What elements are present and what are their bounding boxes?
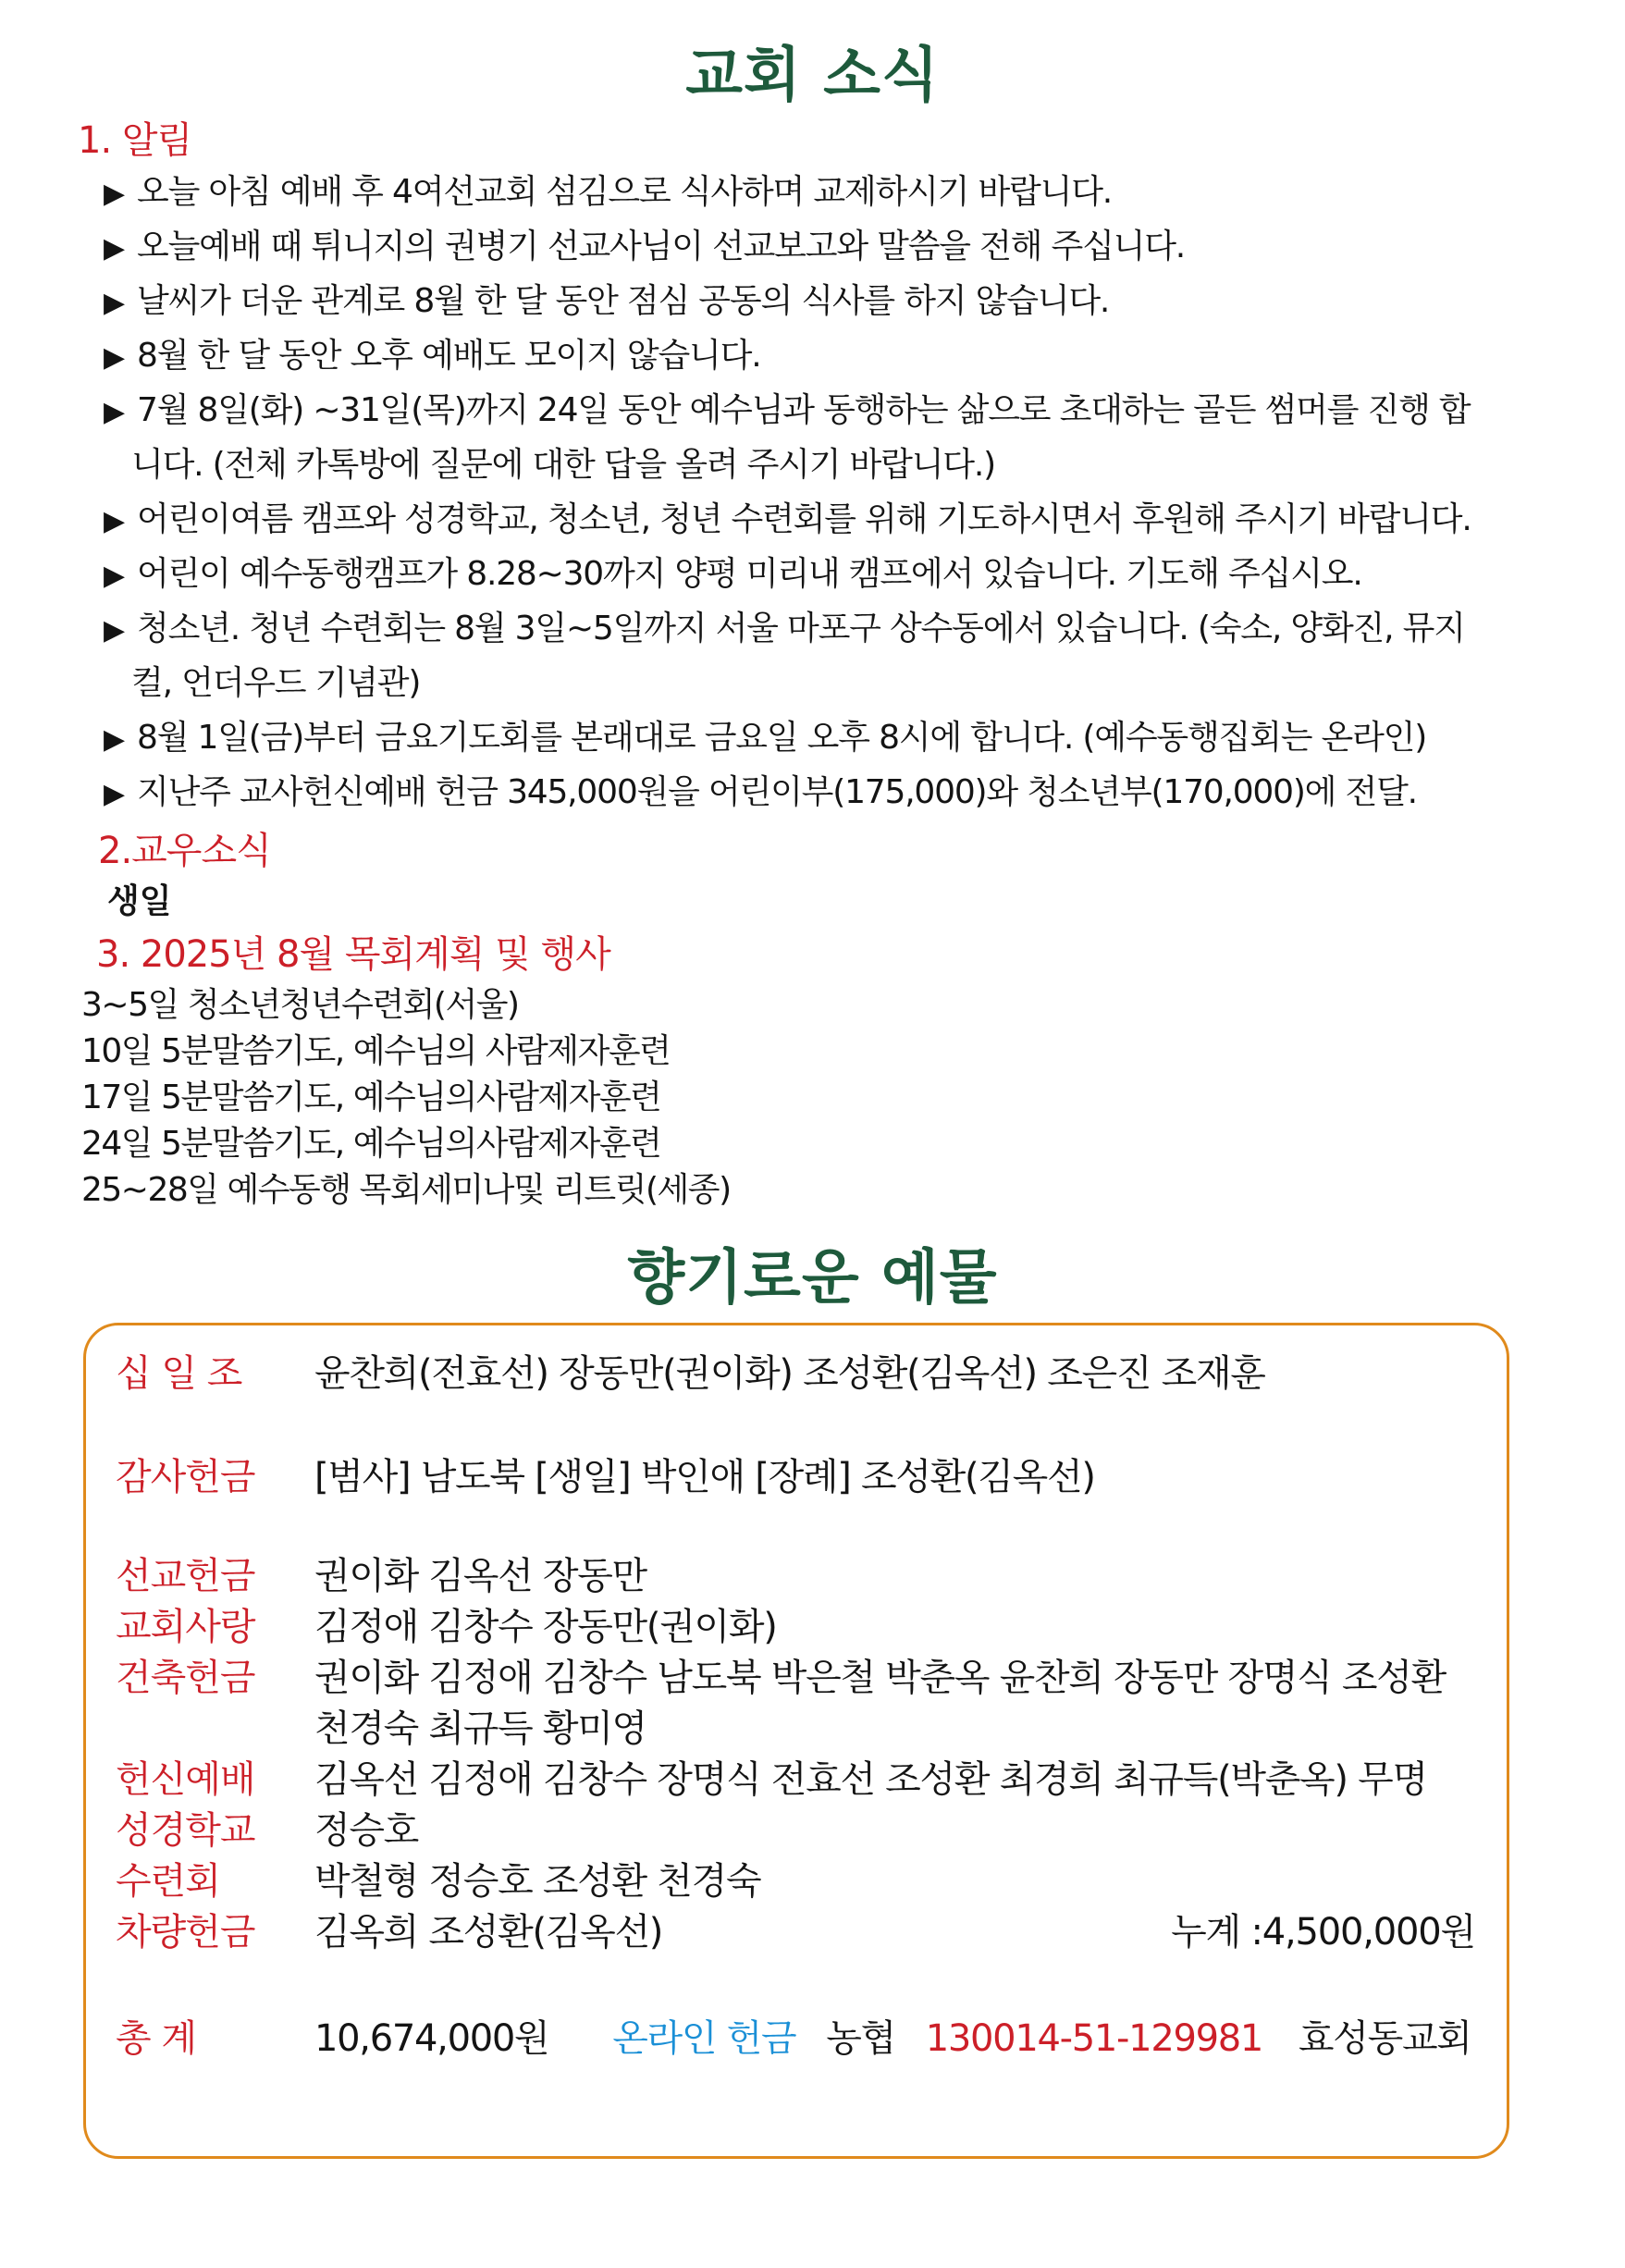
bullet-triangle-icon: ▶	[104, 505, 124, 537]
bullet-triangle-icon: ▶	[104, 178, 124, 210]
cumulative-total: 누계 :4,500,000원	[1171, 1911, 1475, 1954]
offering-label-church-love: 교회사랑	[116, 1606, 255, 1648]
bullet-triangle-icon: ▶	[104, 560, 124, 592]
offering-value-bible-school: 정승호	[314, 1809, 419, 1852]
section-members-heading: 2.교우소식	[98, 830, 271, 872]
notice-item-continued: 컬, 언더우드 기념관)	[131, 664, 421, 702]
section-schedule-heading: 3. 2025년 8월 목회계획 및 행사	[96, 933, 610, 976]
offering-value-tithe: 윤찬희(전효선) 장동만(권이화) 조성환(김옥선) 조은진 조재훈	[314, 1352, 1265, 1395]
schedule-item: 17일 5분말씀기도, 예수님의사람제자훈련	[81, 1079, 661, 1116]
notice-item: ▶ 어린이여름 캠프와 성경학교, 청소년, 청년 수련회를 위해 기도하시면서 후원해 주시기 바랍니다.	[104, 492, 1528, 549]
schedule-item: 25~28일 예수동행 목회세미나및 리트릿(세종)	[81, 1171, 731, 1209]
bullet-triangle-icon: ▶	[104, 232, 124, 265]
notice-item: ▶ 8월 1일(금)부터 금요기도회를 본래대로 금요일 오후 8시에 합니다. (예수동행집회는 온라인)	[104, 710, 1528, 767]
offering-label-vehicle: 차량헌금	[116, 1911, 255, 1954]
offering-label-building: 건축헌금	[116, 1657, 255, 1699]
offerings-title: 향기로운 예물	[627, 1244, 998, 1313]
offering-value-thanksgiving: [범사] 남도북 [생일] 박인애 [장례] 조성환(김옥선)	[314, 1456, 1095, 1498]
bullet-triangle-icon: ▶	[104, 778, 124, 810]
schedule-item: 24일 5분말씀기도, 예수님의사람제자훈련	[81, 1125, 661, 1163]
birthday-label: 생일	[107, 882, 172, 920]
bullet-triangle-icon: ▶	[104, 723, 124, 756]
offering-value-retreat: 박철형 정승호 조성환 천경숙	[314, 1860, 761, 1903]
offering-value-building: 권이화 김정애 김창수 남도북 박은철 박춘옥 윤찬희 장동만 장명식 조성환	[314, 1657, 1446, 1699]
grand-total-label: 총 계	[116, 2017, 196, 2060]
notice-item-continued: 니다. (전체 카톡방에 질문에 대한 답을 올려 주시기 바랍니다.)	[131, 446, 995, 484]
church-news-title: 교회 소식	[685, 42, 940, 110]
offering-value-church-love: 김정애 김창수 장동만(권이화)	[314, 1606, 777, 1648]
offering-value-vehicle: 김옥희 조성환(김옥선)	[314, 1911, 663, 1954]
account-holder: 효성동교회	[1298, 2017, 1471, 2060]
bank-name: 농협	[826, 2017, 895, 2060]
account-number: 130014-51-129981	[925, 2017, 1263, 2060]
notice-item: ▶ 오늘 아침 예배 후 4여선교회 섬김으로 식사하며 교제하시기 바랍니다.	[104, 165, 1528, 221]
schedule-item: 3~5일 청소년청년수련회(서울)	[81, 986, 519, 1024]
notice-item: ▶ 8월 한 달 동안 오후 예배도 모이지 않습니다.	[104, 328, 1528, 385]
section-notices-heading: 1. 알림	[78, 119, 192, 162]
bullet-triangle-icon: ▶	[104, 341, 124, 374]
notice-item: ▶ 오늘예배 때 튀니지의 권병기 선교사님이 선교보고와 말씀을 전해 주십니다.	[104, 219, 1528, 276]
offering-label-thanksgiving: 감사헌금	[116, 1456, 255, 1498]
offering-label-bible-school: 성경학교	[116, 1809, 255, 1852]
schedule-item: 10일 5분말씀기도, 예수님의 사람제자훈련	[81, 1032, 671, 1070]
notice-item: ▶ 날씨가 더운 관계로 8월 한 달 동안 점심 공동의 식사를 하지 않습니다.	[104, 274, 1528, 330]
notice-item: ▶ 7월 8일(화) ~31일(목)까지 24일 동안 예수님과 동행하는 삶으로 초대하는 골든 썸머를 진행 합	[104, 383, 1528, 439]
offering-value-dedication: 김옥선 김정애 김창수 장명식 전효선 조성환 최경희 최규득(박춘옥) 무명	[314, 1758, 1427, 1801]
grand-total-value: 10,674,000원	[314, 2017, 549, 2060]
bullet-triangle-icon: ▶	[104, 287, 124, 319]
offering-value-building-continued: 천경숙 최규득 황미영	[314, 1707, 646, 1750]
online-offering-label: 온라인 헌금	[612, 2017, 796, 2060]
notice-item: ▶ 어린이 예수동행캠프가 8.28~30까지 양평 미리내 캠프에서 있습니다. 기도해 주십시오.	[104, 547, 1528, 603]
offering-value-mission: 권이화 김옥선 장동만	[314, 1555, 646, 1597]
offering-label-tithe: 십 일 조	[116, 1352, 242, 1395]
bullet-triangle-icon: ▶	[104, 614, 124, 647]
notice-item: ▶ 청소년. 청년 수련회는 8월 3일~5일까지 서울 마포구 상수동에서 있습니다. (숙소, 양화진, 뮤지	[104, 601, 1528, 658]
offering-label-dedication: 헌신예배	[116, 1758, 255, 1801]
grand-total-line	[314, 2009, 1471, 2062]
notice-item: ▶ 지난주 교사헌신예배 헌금 345,000원을 어린이부(175,000)와 청소년부(170,000)에 전달.	[104, 765, 1528, 821]
offering-label-mission: 선교헌금	[116, 1555, 255, 1597]
bullet-triangle-icon: ▶	[104, 396, 124, 428]
offering-label-retreat: 수련회	[116, 1860, 220, 1903]
